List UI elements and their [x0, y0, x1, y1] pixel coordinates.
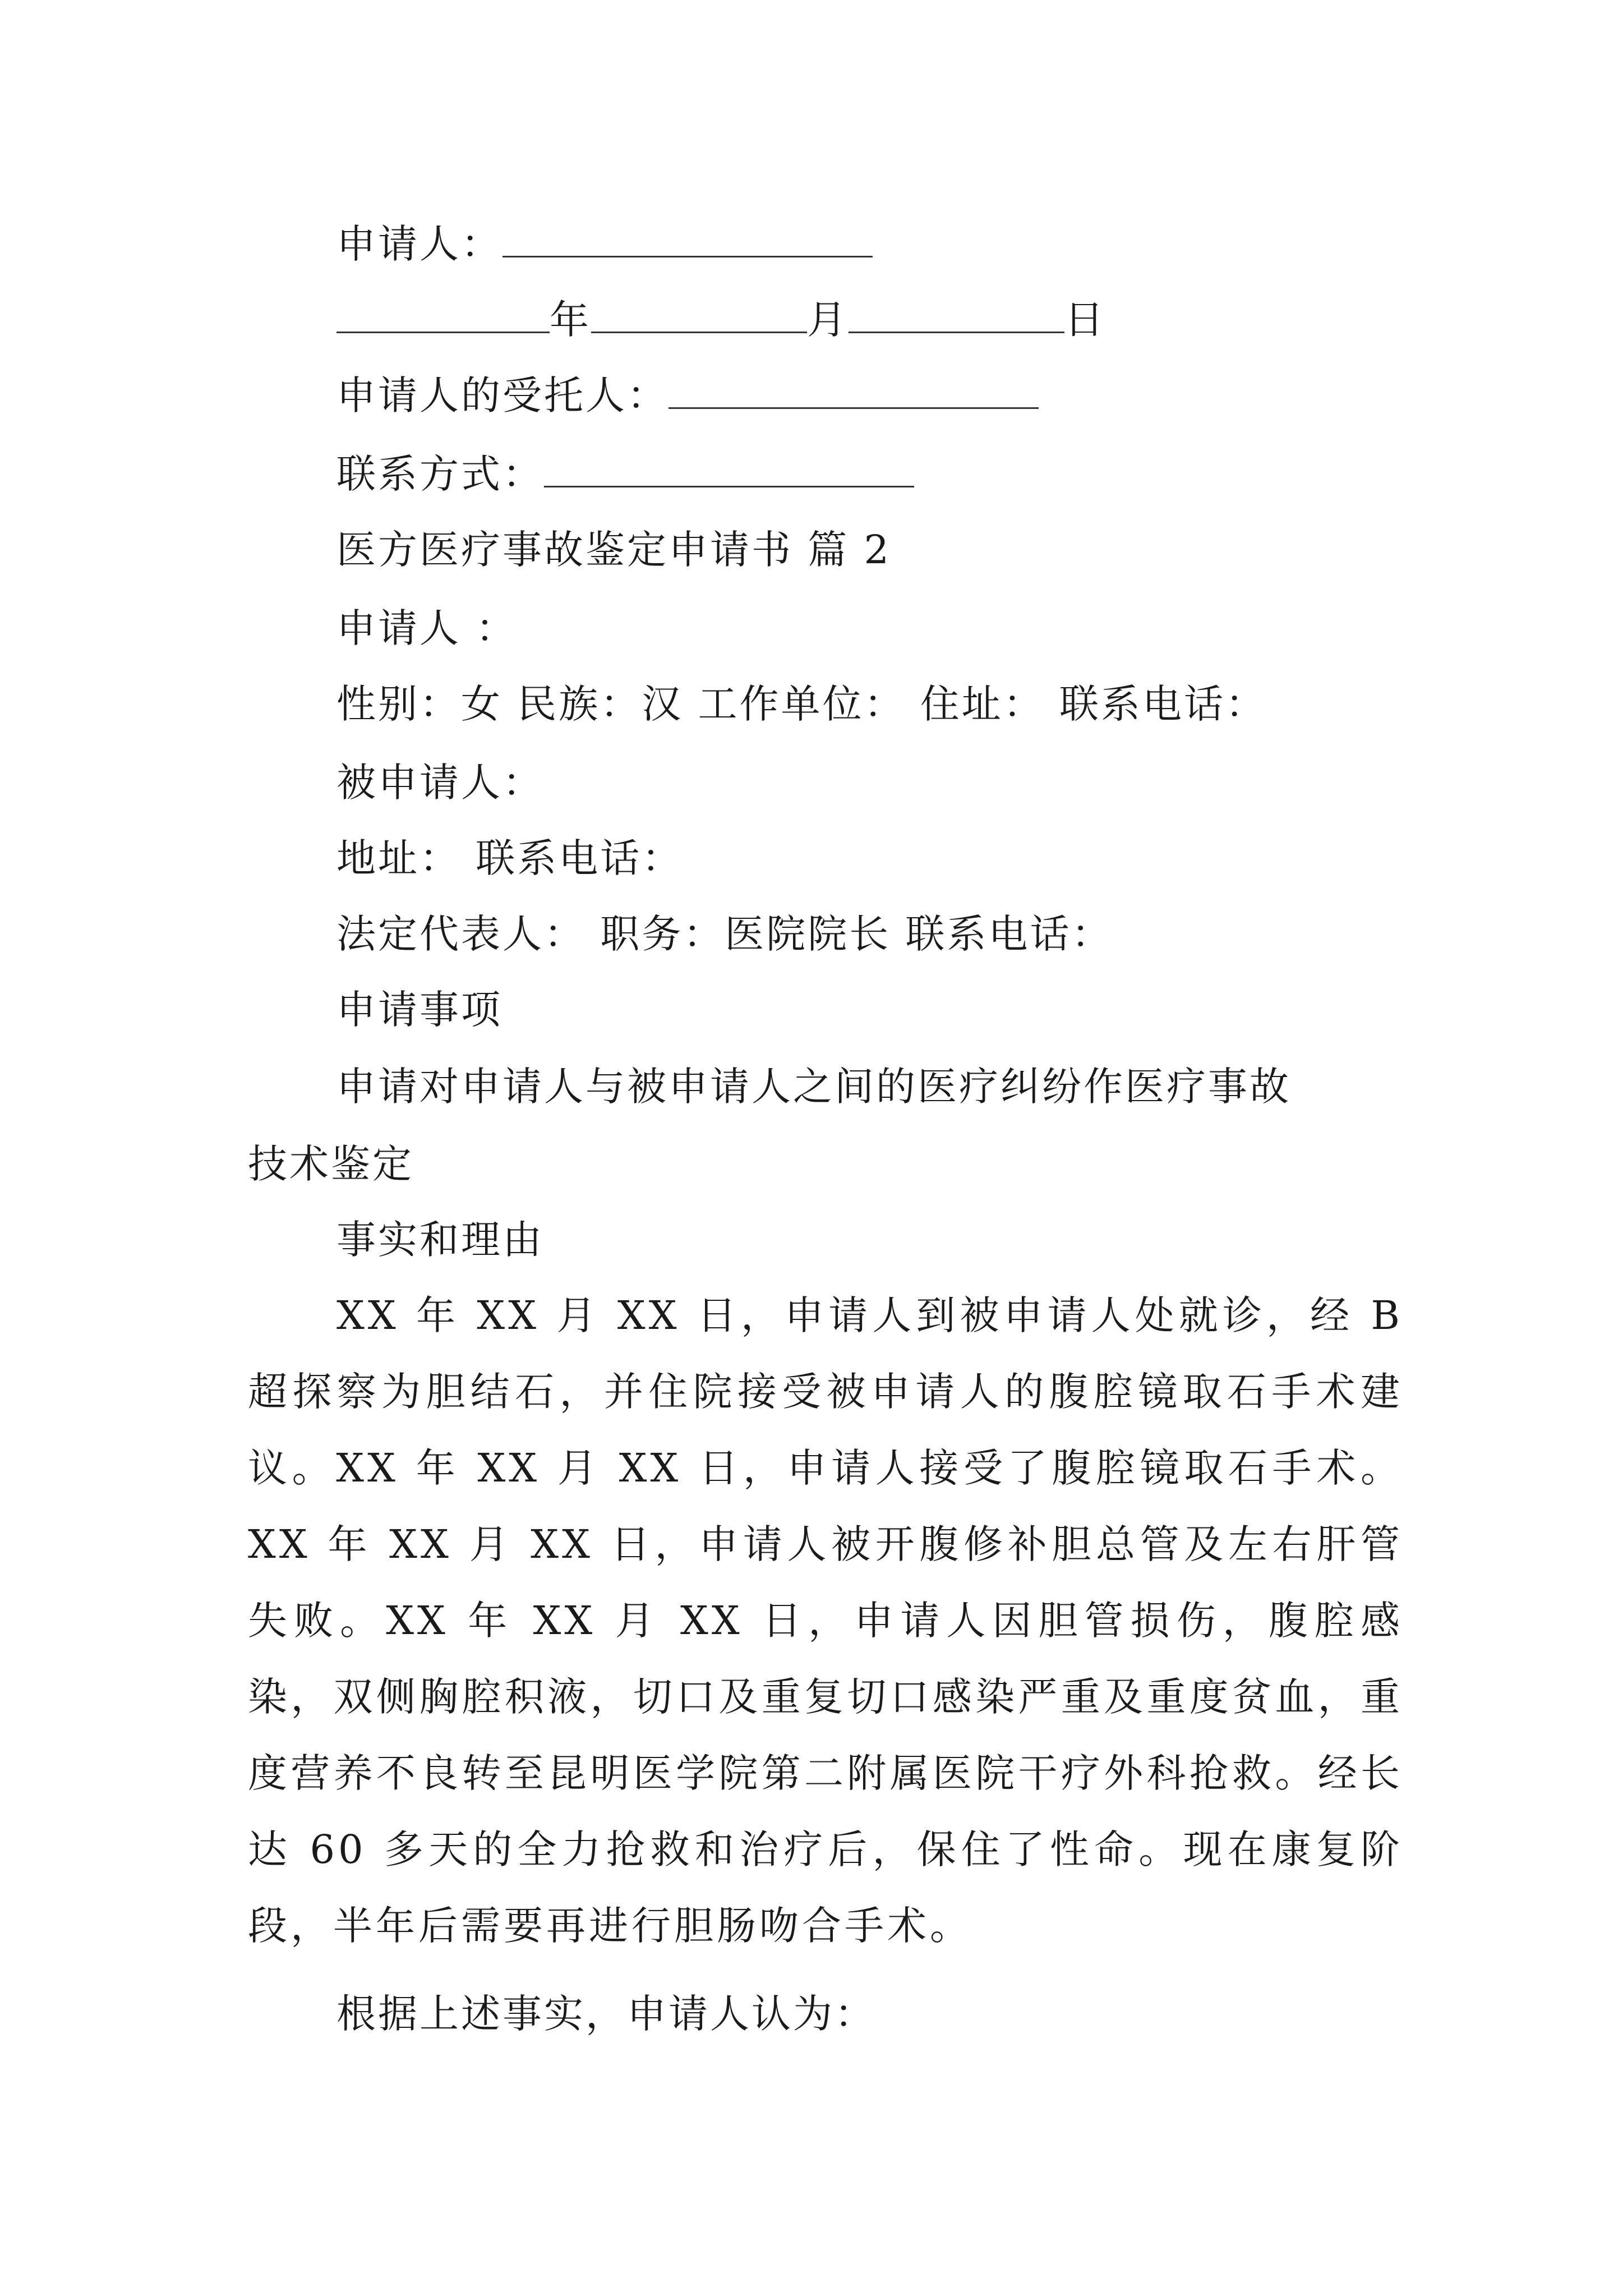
facts-paragraph: XX 年 XX 月 XX 日，申请人到被申请人处就诊，经 B 超探察为胆结石，并住院接受被申请人的腹腔镜取石手术建议。XX 年 XX 月 XX 日，申请人接受了腹腔镜取石手术。XX 年 XX 月 XX 日，申请人被开腹修补胆总管及左右肝管失败。XX 年 XX 月 XX 日，申请人因胆管损伤，腹腔感染，双侧胸腔积液，切口及重复切口感染严重及重度贫血，重度营养不良转至昆明医学院第二附属医院干疗外科抢救。经长达 60 多天的全力抢救和治疗后，保住了性命。现在康复阶段，半年后需要再进行胆肠吻合手术。	[248, 1292, 1403, 1949]
facts-heading: 事实和理由	[336, 1217, 544, 1263]
day-label: 日	[1064, 297, 1106, 343]
section-title: 医方医疗事故鉴定申请书 篇 2	[336, 527, 892, 573]
matters-line-1: 申请对申请人与被申请人之间的医疗纠纷作医疗事故	[336, 1064, 1291, 1110]
applicant-line: 申请人 ：	[336, 605, 518, 651]
trustee-blank	[668, 372, 1039, 409]
matters-line-2: 技术鉴定	[248, 1141, 414, 1187]
trustee-label: 申请人的受托人：	[336, 372, 668, 418]
day-blank	[849, 297, 1064, 333]
month-blank	[591, 297, 807, 333]
matters-heading: 申请事项	[336, 987, 502, 1033]
applicant-blank	[502, 221, 873, 257]
applicant-info: 性别：女 民族：汉 工作单位： 住址： 联系电话：	[336, 681, 1267, 727]
date-field	[336, 295, 1106, 345]
year-label: 年	[550, 297, 591, 343]
month-label: 月	[807, 297, 849, 343]
contact-label: 联系方式：	[336, 451, 544, 497]
conclusion-intro: 根据上述事实，申请人认为：	[336, 1991, 876, 2037]
contact-field	[336, 449, 914, 499]
year-blank	[336, 297, 550, 333]
respondent-line: 被申请人：	[336, 760, 544, 806]
applicant-label: 申请人：	[336, 221, 502, 267]
legal-representative: 法定代表人： 职务：医院院长 联系电话：	[336, 911, 1113, 957]
applicant-field	[336, 219, 873, 269]
trustee-field	[336, 370, 1039, 421]
contact-blank	[544, 451, 914, 487]
respondent-address: 地址： 联系电话：	[336, 835, 684, 881]
